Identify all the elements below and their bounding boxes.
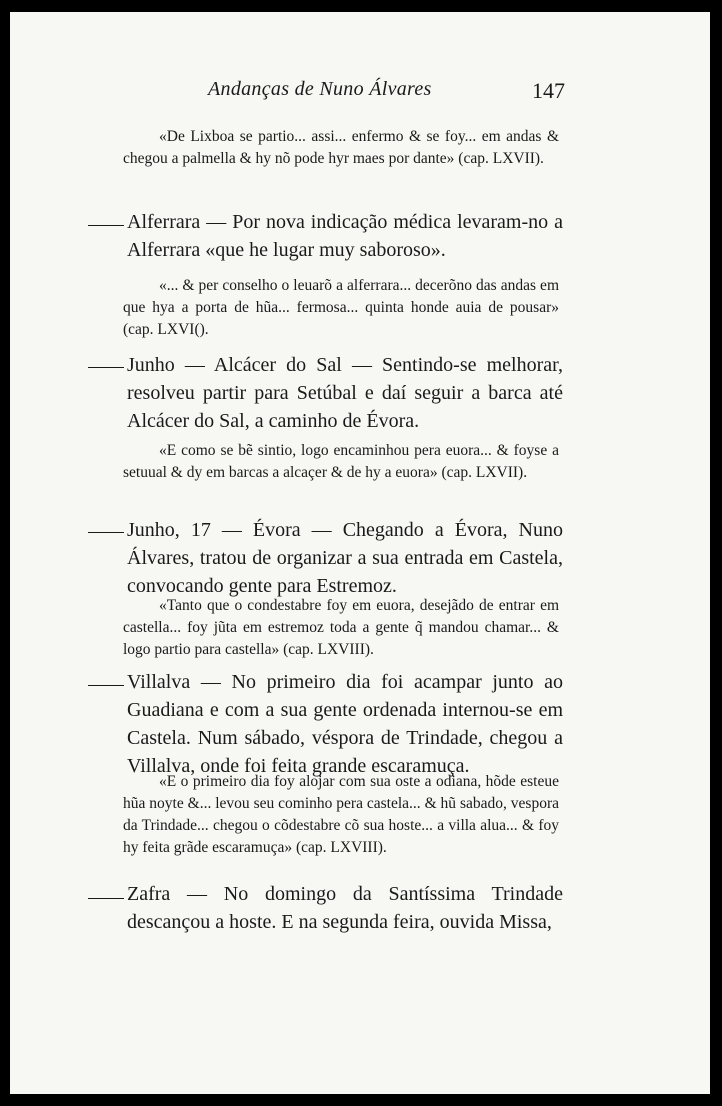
chronicle-quote: «De Lixboa se partio... assi... enfermo & se foy... em andas & chegou a palmella & hy nõ pode hyr maes por dante» (cap. LXVII). [123,128,559,167]
chronicle-quote: «Tanto que o condestabre foy em euora, desejãdo de entrar em castella... foy jũta em estremoz toda a gente q̃ mandou chamar... & logo partio para castella» (cap. LXVIII). [123,597,559,658]
entry-dash [88,225,124,226]
chronicle-quote: «E como se bẽ sintio, logo encaminhou pera euora... & foyse a setuual & dy em barcas a alcaçer & de hy a euora» (cap. LXVII). [123,442,559,481]
entry-dash [88,685,124,686]
itinerary-entry: Junho, 17 — Évora — Chegando a Évora, Nuno Álvares, tratou de organizar a sua entrada em Castela, convocando gente para Estremoz. [127,519,563,597]
page-number: 147 [532,78,565,103]
itinerary-entry: Junho — Alcácer do Sal — Sentindo-se melhorar, resolveu partir para Setúbal e daí seguir a barca até Alcácer do Sal, a caminho de Évora. [127,354,563,432]
entry-dash [88,898,124,899]
chronicle-quote: «E o primeiro dia foy alojar com sua oste a odiana, hõde esteue hũa noyte &... levou seu cominho pera castela... & hũ sabado, vespora da Trindade... chegou o cõdestabre cõ sua hoste... a villa alua... & foy hy feita grãde escaramuça» (cap. LXVIII). [123,773,559,856]
entry-dash [88,532,124,533]
book-page [10,12,710,1094]
running-title: Andanças de Nuno Álvares [208,78,432,100]
itinerary-entry: Alferrara — Por nova indicação médica levaram-no a Alferrara «que he lugar muy saboroso». [127,211,563,261]
itinerary-entry: Villalva — No primeiro dia foi acampar junto ao Guadiana e com a sua gente ordenada internou-se em Castela. Num sábado, véspora de Trindade, chegou a Villalva, onde foi feita grande escaramuça. [127,671,563,777]
chronicle-quote: «... & per conselho o leuarõ a alferrara... decerõno das andas em que hya a porta de hũa... fermosa... quinta honde auia de pousar» (cap. LXVI(). [123,277,559,338]
entry-dash [88,367,124,368]
itinerary-entry: Zafra — No domingo da Santíssima Trindade descançou a hoste. E na segunda feira, ouvida Missa, [127,883,563,933]
